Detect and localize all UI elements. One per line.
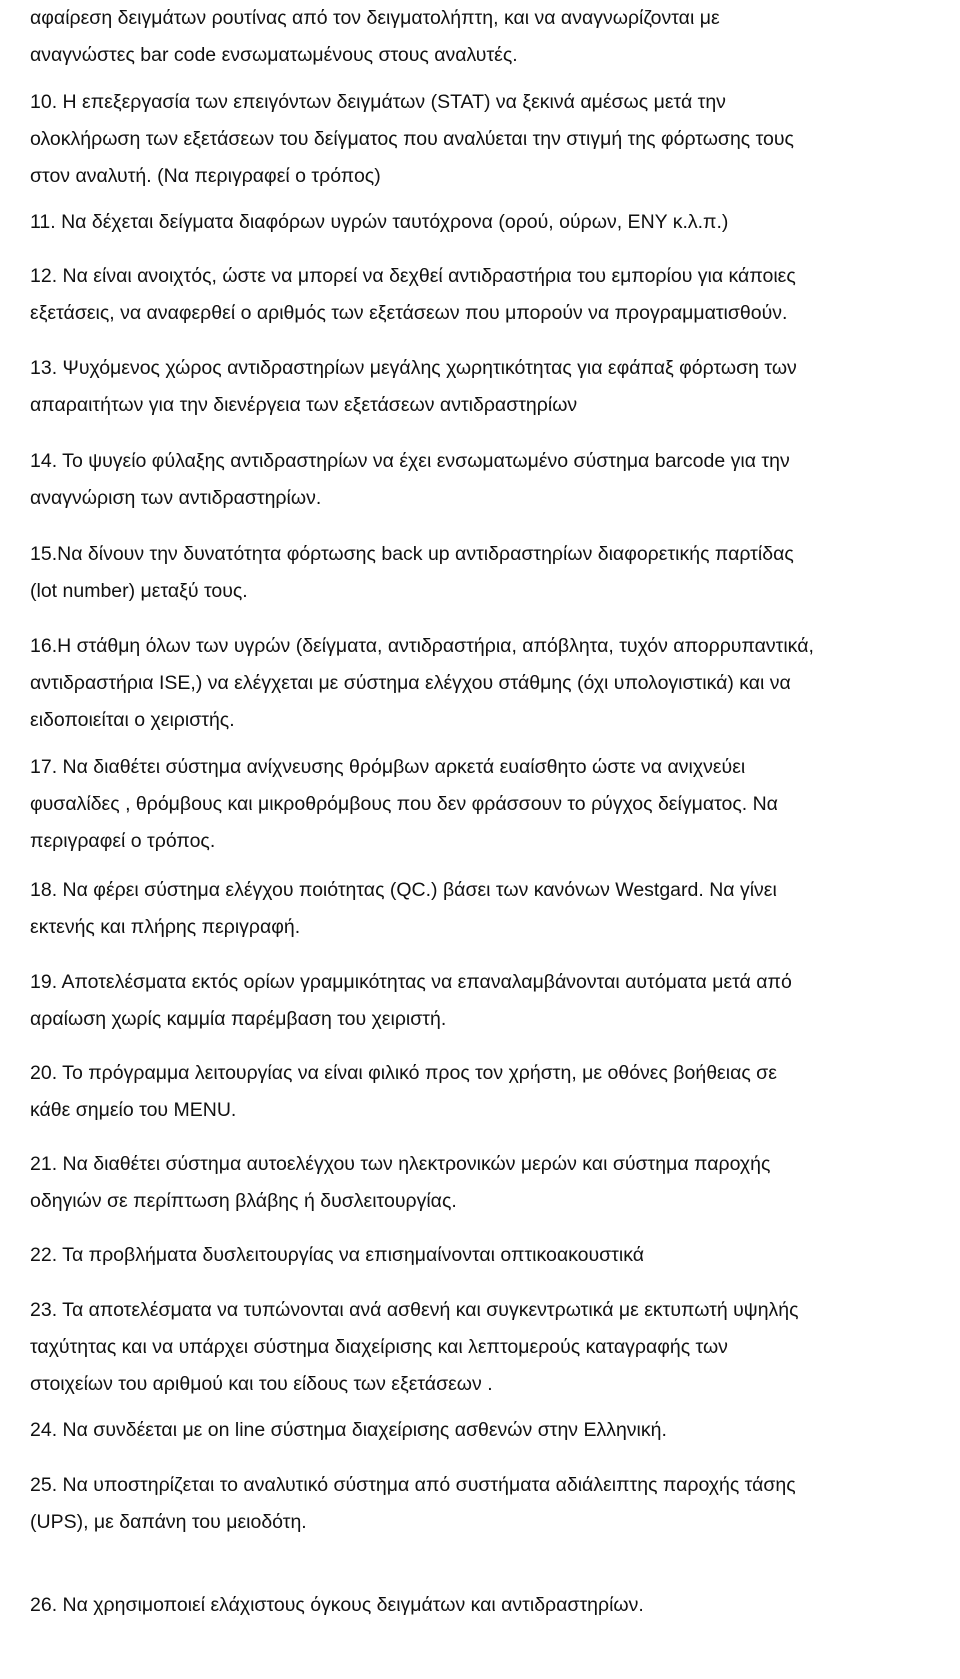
paragraph-line: αναγνώριση των αντιδραστηρίων. — [30, 487, 322, 509]
paragraph-line: (lot number) μεταξύ τους. — [30, 580, 248, 602]
paragraph-line: απαραιτήτων για την διενέργεια των εξετάσεων αντιδραστηρίων — [30, 394, 578, 416]
paragraph-line: 16.Η στάθμη όλων των υγρών (δείγματα, αντιδραστήρια, απόβλητα, τυχόν απορρυπαντικά, — [30, 635, 814, 657]
paragraph-line: οδηγιών σε περίπτωση βλάβης ή δυσλειτουργίας. — [30, 1190, 457, 1212]
paragraph-item-22 — [30, 1237, 950, 1274]
paragraph-item-25 — [30, 1467, 950, 1541]
paragraph-line: 20. Το πρόγραμμα λειτουργίας να είναι φιλικό προς τον χρήστη, με οθόνες βοήθειας σε — [30, 1062, 777, 1084]
paragraph-line: εκτενής και πλήρης περιγραφή. — [30, 916, 301, 938]
paragraph-line: φυσαλίδες , θρόμβους και μικροθρόμβους που δεν φράσσουν το ρύγχος δείγματος. Να — [30, 793, 778, 815]
paragraph-line: 22. Τα προβλήματα δυσλειτουργίας να επισημαίνονται οπτικοακουστικά — [30, 1244, 644, 1266]
paragraph-line: αναγνώστες bar code ενσωματωμένους στους αναλυτές. — [30, 44, 518, 66]
paragraph-line: 15.Να δίνουν την δυνατότητα φόρτωσης back up αντιδραστηρίων διαφορετικής παρτίδας — [30, 543, 794, 565]
paragraph-line: στοιχείων του αριθμού και του είδους των εξετάσεων . — [30, 1373, 493, 1395]
paragraph-line: περιγραφεί ο τρόπος. — [30, 830, 216, 852]
paragraph-item-26 — [30, 1587, 950, 1624]
paragraph-item-17 — [30, 749, 950, 860]
paragraph-line: 17. Να διαθέτει σύστημα ανίχνευσης θρόμβων αρκετά ευαίσθητο ώστε να ανιχνεύει — [30, 756, 746, 778]
paragraph-item-20 — [30, 1055, 950, 1129]
paragraph-item-10 — [30, 84, 950, 195]
paragraph-line: εξετάσεις, να αναφερθεί ο αριθμός των εξετάσεων που μπορούν να προγραμματισθούν. — [30, 302, 788, 324]
paragraph-item-24 — [30, 1412, 950, 1449]
paragraph-item-14 — [30, 443, 950, 517]
paragraph-line: 12. Να είναι ανοιχτός, ώστε να μπορεί να δεχθεί αντιδραστήρια του εμπορίου για κάποιες — [30, 265, 796, 287]
paragraph-line: στον αναλυτή. (Να περιγραφεί ο τρόπος) — [30, 165, 381, 187]
paragraph-item-16 — [30, 628, 950, 739]
paragraph-line: 19. Αποτελέσματα εκτός ορίων γραμμικότητας να επαναλαμβάνονται αυτόματα μετά από — [30, 971, 792, 993]
paragraph-line: 14. Το ψυγείο φύλαξης αντιδραστηρίων να έχει ενσωματωμένο σύστημα barcode για την — [30, 450, 790, 472]
paragraph-line: 10. Η επεξεργασία των επειγόντων δειγμάτων (STAT) να ξεκινά αμέσως μετά την — [30, 91, 726, 113]
paragraph-item-11 — [30, 204, 950, 241]
paragraph-item-13 — [30, 350, 950, 424]
paragraph-continuation — [30, 0, 950, 74]
paragraph-line: 23. Τα αποτελέσματα να τυπώνονται ανά ασθενή και συγκεντρωτικά με εκτυπωτή υψηλής — [30, 1299, 799, 1321]
paragraph-line: κάθε σημείο του MENU. — [30, 1099, 237, 1121]
paragraph-item-15 — [30, 536, 950, 610]
paragraph-line: ειδοποιείται ο χειριστής. — [30, 709, 235, 731]
paragraph-line: 11. Να δέχεται δείγματα διαφόρων υγρών ταυτόχρονα (ορού, ούρων, ΕΝΥ κ.λ.π.) — [30, 211, 729, 233]
paragraph-line: 24. Να συνδέεται με on line σύστημα διαχείρισης ασθενών στην Ελληνική. — [30, 1419, 667, 1441]
paragraph-line: αραίωση χωρίς καμμία παρέμβαση του χειριστή. — [30, 1008, 447, 1030]
paragraph-line: ταχύτητας και να υπάρχει σύστημα διαχείρισης και λεπτομερούς καταγραφής των — [30, 1336, 728, 1358]
paragraph-line: (UPS), με δαπάνη του μειοδότη. — [30, 1511, 307, 1533]
paragraph-item-21 — [30, 1146, 950, 1220]
paragraph-line: 26. Να χρησιμοποιεί ελάχιστους όγκους δειγμάτων και αντιδραστηρίων. — [30, 1594, 644, 1616]
paragraph-line: 13. Ψυχόμενος χώρος αντιδραστηρίων μεγάλης χωρητικότητας για εφάπαξ φόρτωση των — [30, 357, 797, 379]
paragraph-item-19 — [30, 964, 950, 1038]
paragraph-item-18 — [30, 872, 950, 946]
paragraph-line: 25. Να υποστηρίζεται το αναλυτικό σύστημα από συστήματα αδιάλειπτης παροχής τάσης — [30, 1474, 796, 1496]
paragraph-line: ολοκλήρωση των εξετάσεων του δείγματος που αναλύεται την στιγμή της φόρτωσης τους — [30, 128, 794, 150]
paragraph-line: 21. Να διαθέτει σύστημα αυτοελέγχου των ηλεκτρονικών μερών και σύστημα παροχής — [30, 1153, 771, 1175]
paragraph-line: αφαίρεση δειγμάτων ρουτίνας από τον δειγματολήπτη, και να αναγνωρίζονται με — [30, 7, 720, 29]
paragraph-line: 18. Να φέρει σύστημα ελέγχου ποιότητας (QC.) βάσει των κανόνων Westgard. Να γίνει — [30, 879, 777, 901]
paragraph-item-12 — [30, 258, 950, 332]
paragraph-item-23 — [30, 1292, 950, 1403]
paragraph-line: αντιδραστήρια ISE,) να ελέγχεται με σύστημα ελέγχου στάθμης (όχι υπολογιστικά) και να — [30, 672, 791, 694]
